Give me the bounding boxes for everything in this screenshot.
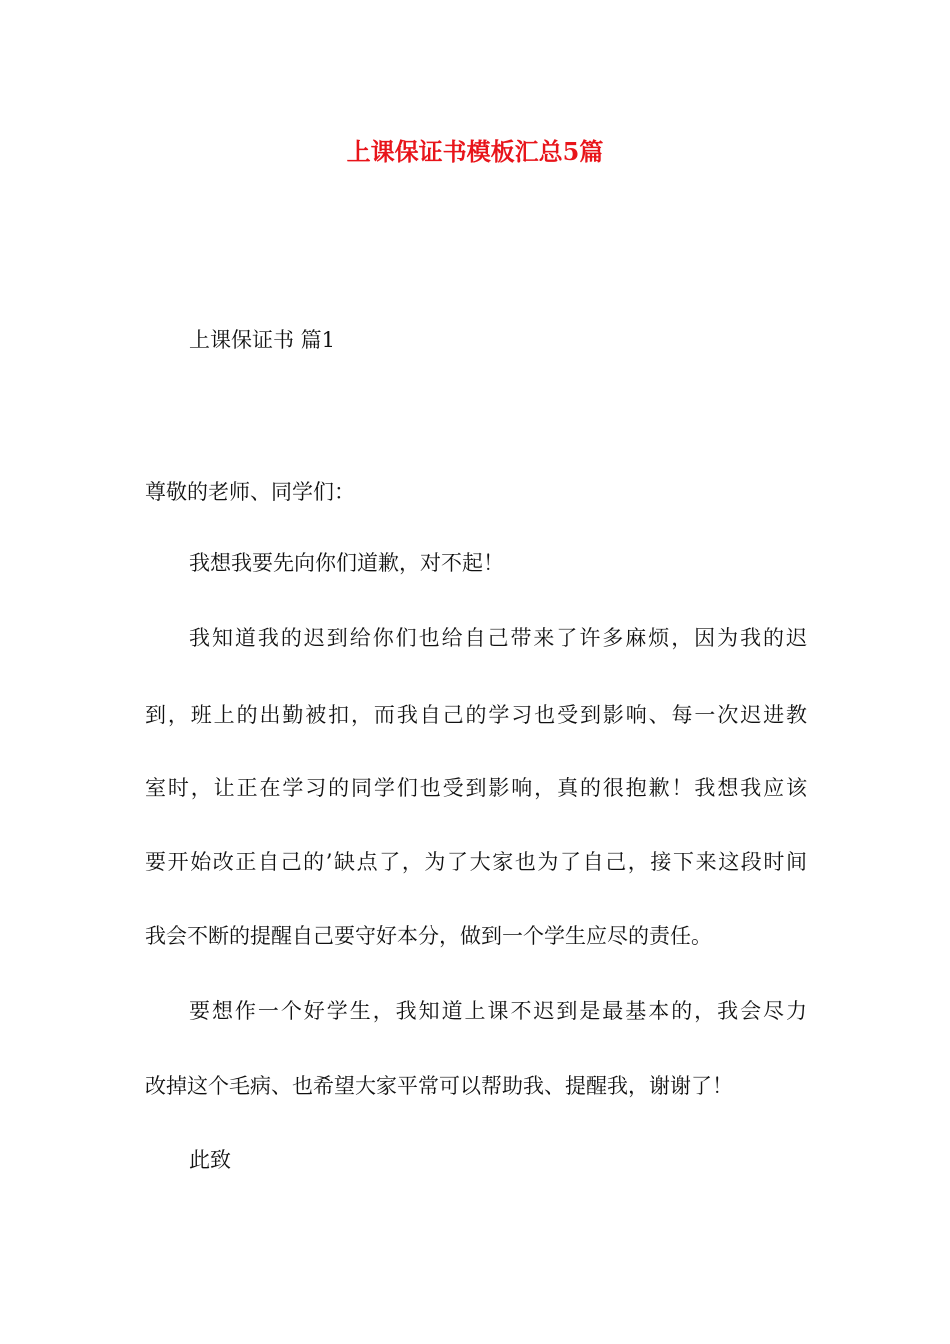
paragraph-line: 要开始改正自己的’缺点了，为了大家也为了自己，接下来这段时间 — [145, 850, 807, 874]
paragraph-line: 要想作一个好学生，我知道上课不迟到是最基本的，我会尽力 — [189, 999, 807, 1023]
paragraph-line: 我想我要先向你们道歉，对不起！ — [189, 551, 504, 575]
salutation: 尊敬的老师、同学们： — [145, 480, 355, 504]
paragraph-line: 室时，让正在学习的同学们也受到影响，真的很抱歉！我想我应该 — [145, 776, 807, 800]
paragraph-line: 改掉这个毛病、也希望大家平常可以帮助我、提醒我，谢谢了！ — [145, 1074, 733, 1098]
closing-line: 此致 — [189, 1148, 231, 1172]
paragraph-line: 我会不断的提醒自己要守好本分，做到一个学生应尽的责任。 — [145, 924, 712, 948]
document-title: 上课保证书模板汇总5篇 — [346, 137, 604, 166]
paragraph-line: 我知道我的迟到给你们也给自己带来了许多麻烦，因为我的迟 — [189, 626, 807, 650]
paragraph-line: 到，班上的出勤被扣，而我自己的学习也受到影响、每一次迟进教 — [145, 703, 807, 727]
section-heading: 上课保证书 篇1 — [189, 328, 336, 352]
